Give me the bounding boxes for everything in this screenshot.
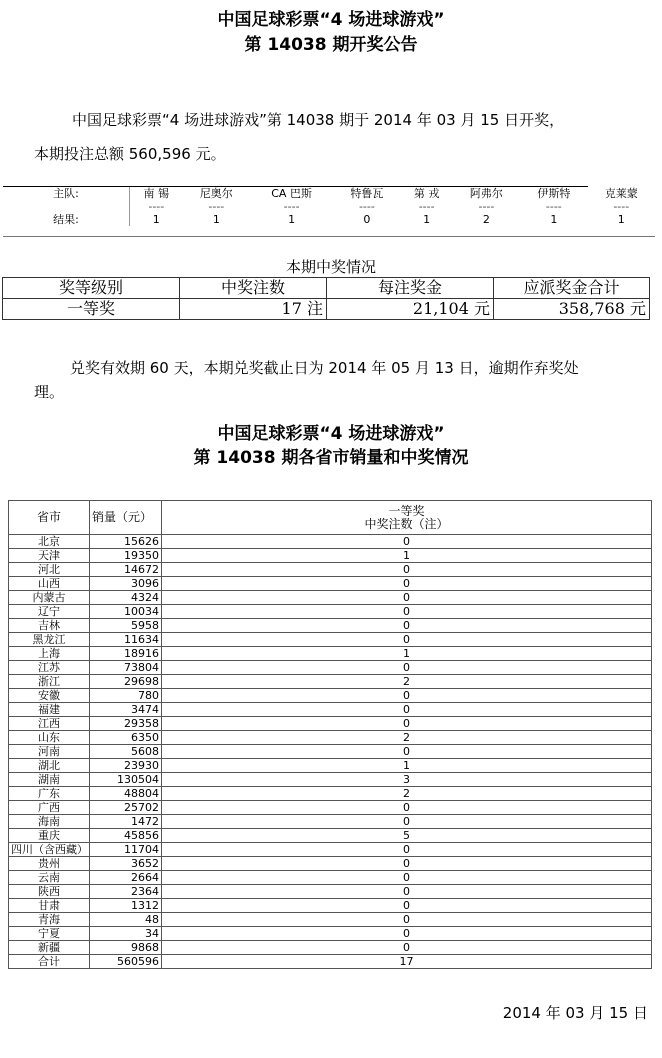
team-name: 克莱蒙 xyxy=(604,187,638,200)
province-row xyxy=(9,927,652,941)
province-sales: 10034 xyxy=(90,605,162,619)
province-sales: 5608 xyxy=(90,745,162,759)
province-sales: 48804 xyxy=(90,787,162,801)
province-sales: 3652 xyxy=(90,857,162,871)
province-sales: 14672 xyxy=(90,563,162,577)
province-name: 湖南 xyxy=(9,773,90,787)
prize-header-per-bet: 每注奖金 xyxy=(327,278,494,299)
province-sales: 6350 xyxy=(90,731,162,745)
province-winners: 0 xyxy=(162,857,652,871)
province-row xyxy=(9,549,652,563)
province-row xyxy=(9,591,652,605)
province-row xyxy=(9,689,652,703)
province-winners: 0 xyxy=(162,871,652,885)
province-winners: 0 xyxy=(162,899,652,913)
province-sales: 25702 xyxy=(90,801,162,815)
province-row xyxy=(9,899,652,913)
province-row xyxy=(9,773,652,787)
team-name: 南 锡 xyxy=(143,187,170,200)
province-row xyxy=(9,871,652,885)
province-name: 新疆 xyxy=(9,941,90,955)
intro-line-2: 本期投注总额 560,596 元。 xyxy=(34,145,226,163)
province-row xyxy=(9,829,652,843)
separator-dash: ---- xyxy=(358,200,375,213)
first-prize-header xyxy=(162,501,652,535)
province-winners: 0 xyxy=(162,885,652,899)
separator-dash: ---- xyxy=(478,200,495,213)
province-sales: 73804 xyxy=(90,661,162,675)
province-winners: 0 xyxy=(162,815,652,829)
province-name: 吉林 xyxy=(9,619,90,633)
province-row xyxy=(9,717,652,731)
province-sales: 23930 xyxy=(90,759,162,773)
province-name: 上海 xyxy=(9,647,90,661)
province-winners: 2 xyxy=(162,731,652,745)
province-row xyxy=(9,745,652,759)
province-name: 云南 xyxy=(9,871,90,885)
separator-dash: ---- xyxy=(283,200,300,213)
province-row xyxy=(9,605,652,619)
province-name: 天津 xyxy=(9,549,90,563)
notice-line-2: 理。 xyxy=(34,383,65,401)
footer-date: 2014 年 03 月 15 日 xyxy=(502,1004,648,1022)
province-sales: 1472 xyxy=(90,815,162,829)
province-winners: 0 xyxy=(162,605,652,619)
province-name: 贵州 xyxy=(9,857,90,871)
match-result: 1 xyxy=(152,213,160,226)
province-sales: 3096 xyxy=(90,577,162,591)
province-winners: 0 xyxy=(162,661,652,675)
province-name: 内蒙古 xyxy=(9,591,90,605)
province-row xyxy=(9,619,652,633)
province-sales: 29358 xyxy=(90,717,162,731)
province-table xyxy=(8,500,652,969)
province-sales: 2364 xyxy=(90,885,162,899)
match-result: 1 xyxy=(423,213,431,226)
province-name: 河南 xyxy=(9,745,90,759)
announcement-title: 中国足球彩票“4 场进球游戏” xyxy=(217,10,445,30)
province-winners: 0 xyxy=(162,745,652,759)
prize-header-count: 中奖注数 xyxy=(180,278,327,299)
prize-header-row xyxy=(3,278,650,299)
province-sales: 9868 xyxy=(90,941,162,955)
announcement-subtitle: 第 14038 期开奖公告 xyxy=(244,35,418,55)
province-row xyxy=(9,759,652,773)
prize-per-bet: 21,104 元 xyxy=(327,299,494,320)
match-result: 1 xyxy=(288,213,296,226)
province-row xyxy=(9,647,652,661)
separator-dash: ---- xyxy=(208,200,225,213)
province-name: 合计 xyxy=(9,955,90,969)
province-winners: 0 xyxy=(162,703,652,717)
province-row xyxy=(9,941,652,955)
team-name: 伊斯特 xyxy=(537,187,571,200)
separator-dash: ---- xyxy=(148,200,165,213)
province-row xyxy=(9,703,652,717)
match-result: 2 xyxy=(482,213,490,226)
province-sales: 34 xyxy=(90,927,162,941)
prize-row xyxy=(3,299,650,320)
province-winners: 0 xyxy=(162,577,652,591)
team-name: CA 巴斯 xyxy=(271,187,312,200)
province-sales: 48 xyxy=(90,913,162,927)
province-winners: 1 xyxy=(162,647,652,661)
province-row xyxy=(9,563,652,577)
province-winners: 0 xyxy=(162,689,652,703)
province-name: 山西 xyxy=(9,577,90,591)
province-winners: 0 xyxy=(162,913,652,927)
province-winners: 0 xyxy=(162,927,652,941)
province-sales: 3474 xyxy=(90,703,162,717)
province-winners: 0 xyxy=(162,843,652,857)
prize-header-level: 奖等级别 xyxy=(3,278,180,299)
province-winners: 0 xyxy=(162,619,652,633)
province-name: 浙江 xyxy=(9,675,90,689)
separator-dash: ---- xyxy=(545,200,562,213)
province-name: 北京 xyxy=(9,535,90,549)
match-result: 1 xyxy=(212,213,220,226)
province-header: 省市 xyxy=(9,501,90,535)
province-total-row xyxy=(9,955,652,969)
team-name: 阿弗尔 xyxy=(469,187,503,200)
province-sales: 11704 xyxy=(90,843,162,857)
prize-count: 17 注 xyxy=(180,299,327,320)
province-winners: 17 xyxy=(162,955,652,969)
province-name: 福建 xyxy=(9,703,90,717)
province-name: 河北 xyxy=(9,563,90,577)
province-sales: 45856 xyxy=(90,829,162,843)
province-winners: 0 xyxy=(162,563,652,577)
sales-header: 销量（元） xyxy=(90,501,162,535)
province-section-subtitle: 第 14038 期各省市销量和中奖情况 xyxy=(193,448,469,468)
province-table-body xyxy=(9,535,652,969)
match-result-row xyxy=(3,213,655,226)
province-name: 湖北 xyxy=(9,759,90,773)
intro-line-1: 中国足球彩票“4 场进球游戏”第 14038 期于 2014 年 03 月 15 日开奖， xyxy=(72,111,565,129)
province-sales: 29698 xyxy=(90,675,162,689)
province-sales: 4324 xyxy=(90,591,162,605)
province-winners: 3 xyxy=(162,773,652,787)
province-name: 陕西 xyxy=(9,885,90,899)
result-label: 结果: xyxy=(3,213,130,226)
province-winners: 0 xyxy=(162,717,652,731)
match-table xyxy=(3,187,655,226)
match-dash-row xyxy=(3,200,655,213)
province-name: 青海 xyxy=(9,913,90,927)
province-name: 山东 xyxy=(9,731,90,745)
province-sales: 780 xyxy=(90,689,162,703)
province-sales: 2664 xyxy=(90,871,162,885)
province-winners: 0 xyxy=(162,591,652,605)
prize-level: 一等奖 xyxy=(3,299,180,320)
prize-table xyxy=(2,277,650,320)
province-sales: 18916 xyxy=(90,647,162,661)
province-name: 江苏 xyxy=(9,661,90,675)
province-winners: 0 xyxy=(162,801,652,815)
prize-total: 358,768 元 xyxy=(494,299,650,320)
team-name: 尼奥尔 xyxy=(199,187,233,200)
province-name: 四川（含西藏） xyxy=(9,843,90,857)
province-sales: 560596 xyxy=(90,955,162,969)
province-row xyxy=(9,815,652,829)
separator-dash: ---- xyxy=(613,200,630,213)
match-result: 1 xyxy=(550,213,558,226)
province-name: 宁夏 xyxy=(9,927,90,941)
province-row xyxy=(9,675,652,689)
spacer xyxy=(3,200,130,213)
first-prize-header-line2: 中奖注数（注） xyxy=(364,516,449,531)
match-table-bottom-border xyxy=(3,236,655,237)
province-sales: 5958 xyxy=(90,619,162,633)
province-sales: 1312 xyxy=(90,899,162,913)
province-row xyxy=(9,577,652,591)
province-row xyxy=(9,787,652,801)
team-name: 特鲁瓦 xyxy=(350,187,384,200)
province-row xyxy=(9,801,652,815)
first-prize-header-line1: 一等奖 xyxy=(388,503,425,518)
province-winners: 0 xyxy=(162,941,652,955)
province-name: 辽宁 xyxy=(9,605,90,619)
province-winners: 2 xyxy=(162,675,652,689)
province-header-row xyxy=(9,501,652,535)
prize-section-title: 本期中奖情况 xyxy=(285,258,376,276)
province-winners: 5 xyxy=(162,829,652,843)
match-result: 0 xyxy=(363,213,371,226)
province-sales: 19350 xyxy=(90,549,162,563)
province-name: 安徽 xyxy=(9,689,90,703)
match-table-top-border xyxy=(3,186,588,187)
province-winners: 1 xyxy=(162,759,652,773)
notice-line-1: 兑奖有效期 60 天，本期兑奖截止日为 2014 年 05 月 13 日，逾期作弃奖处 xyxy=(70,359,579,377)
province-row xyxy=(9,661,652,675)
province-name: 广西 xyxy=(9,801,90,815)
province-row xyxy=(9,633,652,647)
province-row xyxy=(9,885,652,899)
province-sales: 15626 xyxy=(90,535,162,549)
province-name: 重庆 xyxy=(9,829,90,843)
province-section-title: 中国足球彩票“4 场进球游戏” xyxy=(217,424,445,444)
province-row xyxy=(9,843,652,857)
province-sales: 11634 xyxy=(90,633,162,647)
prize-header-total: 应派奖金合计 xyxy=(494,278,650,299)
province-winners: 0 xyxy=(162,633,652,647)
province-name: 黑龙江 xyxy=(9,633,90,647)
province-sales: 130504 xyxy=(90,773,162,787)
team-name: 第 戎 xyxy=(413,187,440,200)
province-row xyxy=(9,913,652,927)
province-name: 江西 xyxy=(9,717,90,731)
province-row xyxy=(9,731,652,745)
province-winners: 2 xyxy=(162,787,652,801)
province-name: 广东 xyxy=(9,787,90,801)
province-winners: 1 xyxy=(162,549,652,563)
match-result: 1 xyxy=(617,213,625,226)
province-row xyxy=(9,535,652,549)
province-name: 海南 xyxy=(9,815,90,829)
separator-dash: ---- xyxy=(418,200,435,213)
match-team-row xyxy=(3,187,655,200)
province-row xyxy=(9,857,652,871)
province-winners: 0 xyxy=(162,535,652,549)
home-team-label: 主队: xyxy=(3,187,130,200)
province-name: 甘肃 xyxy=(9,899,90,913)
